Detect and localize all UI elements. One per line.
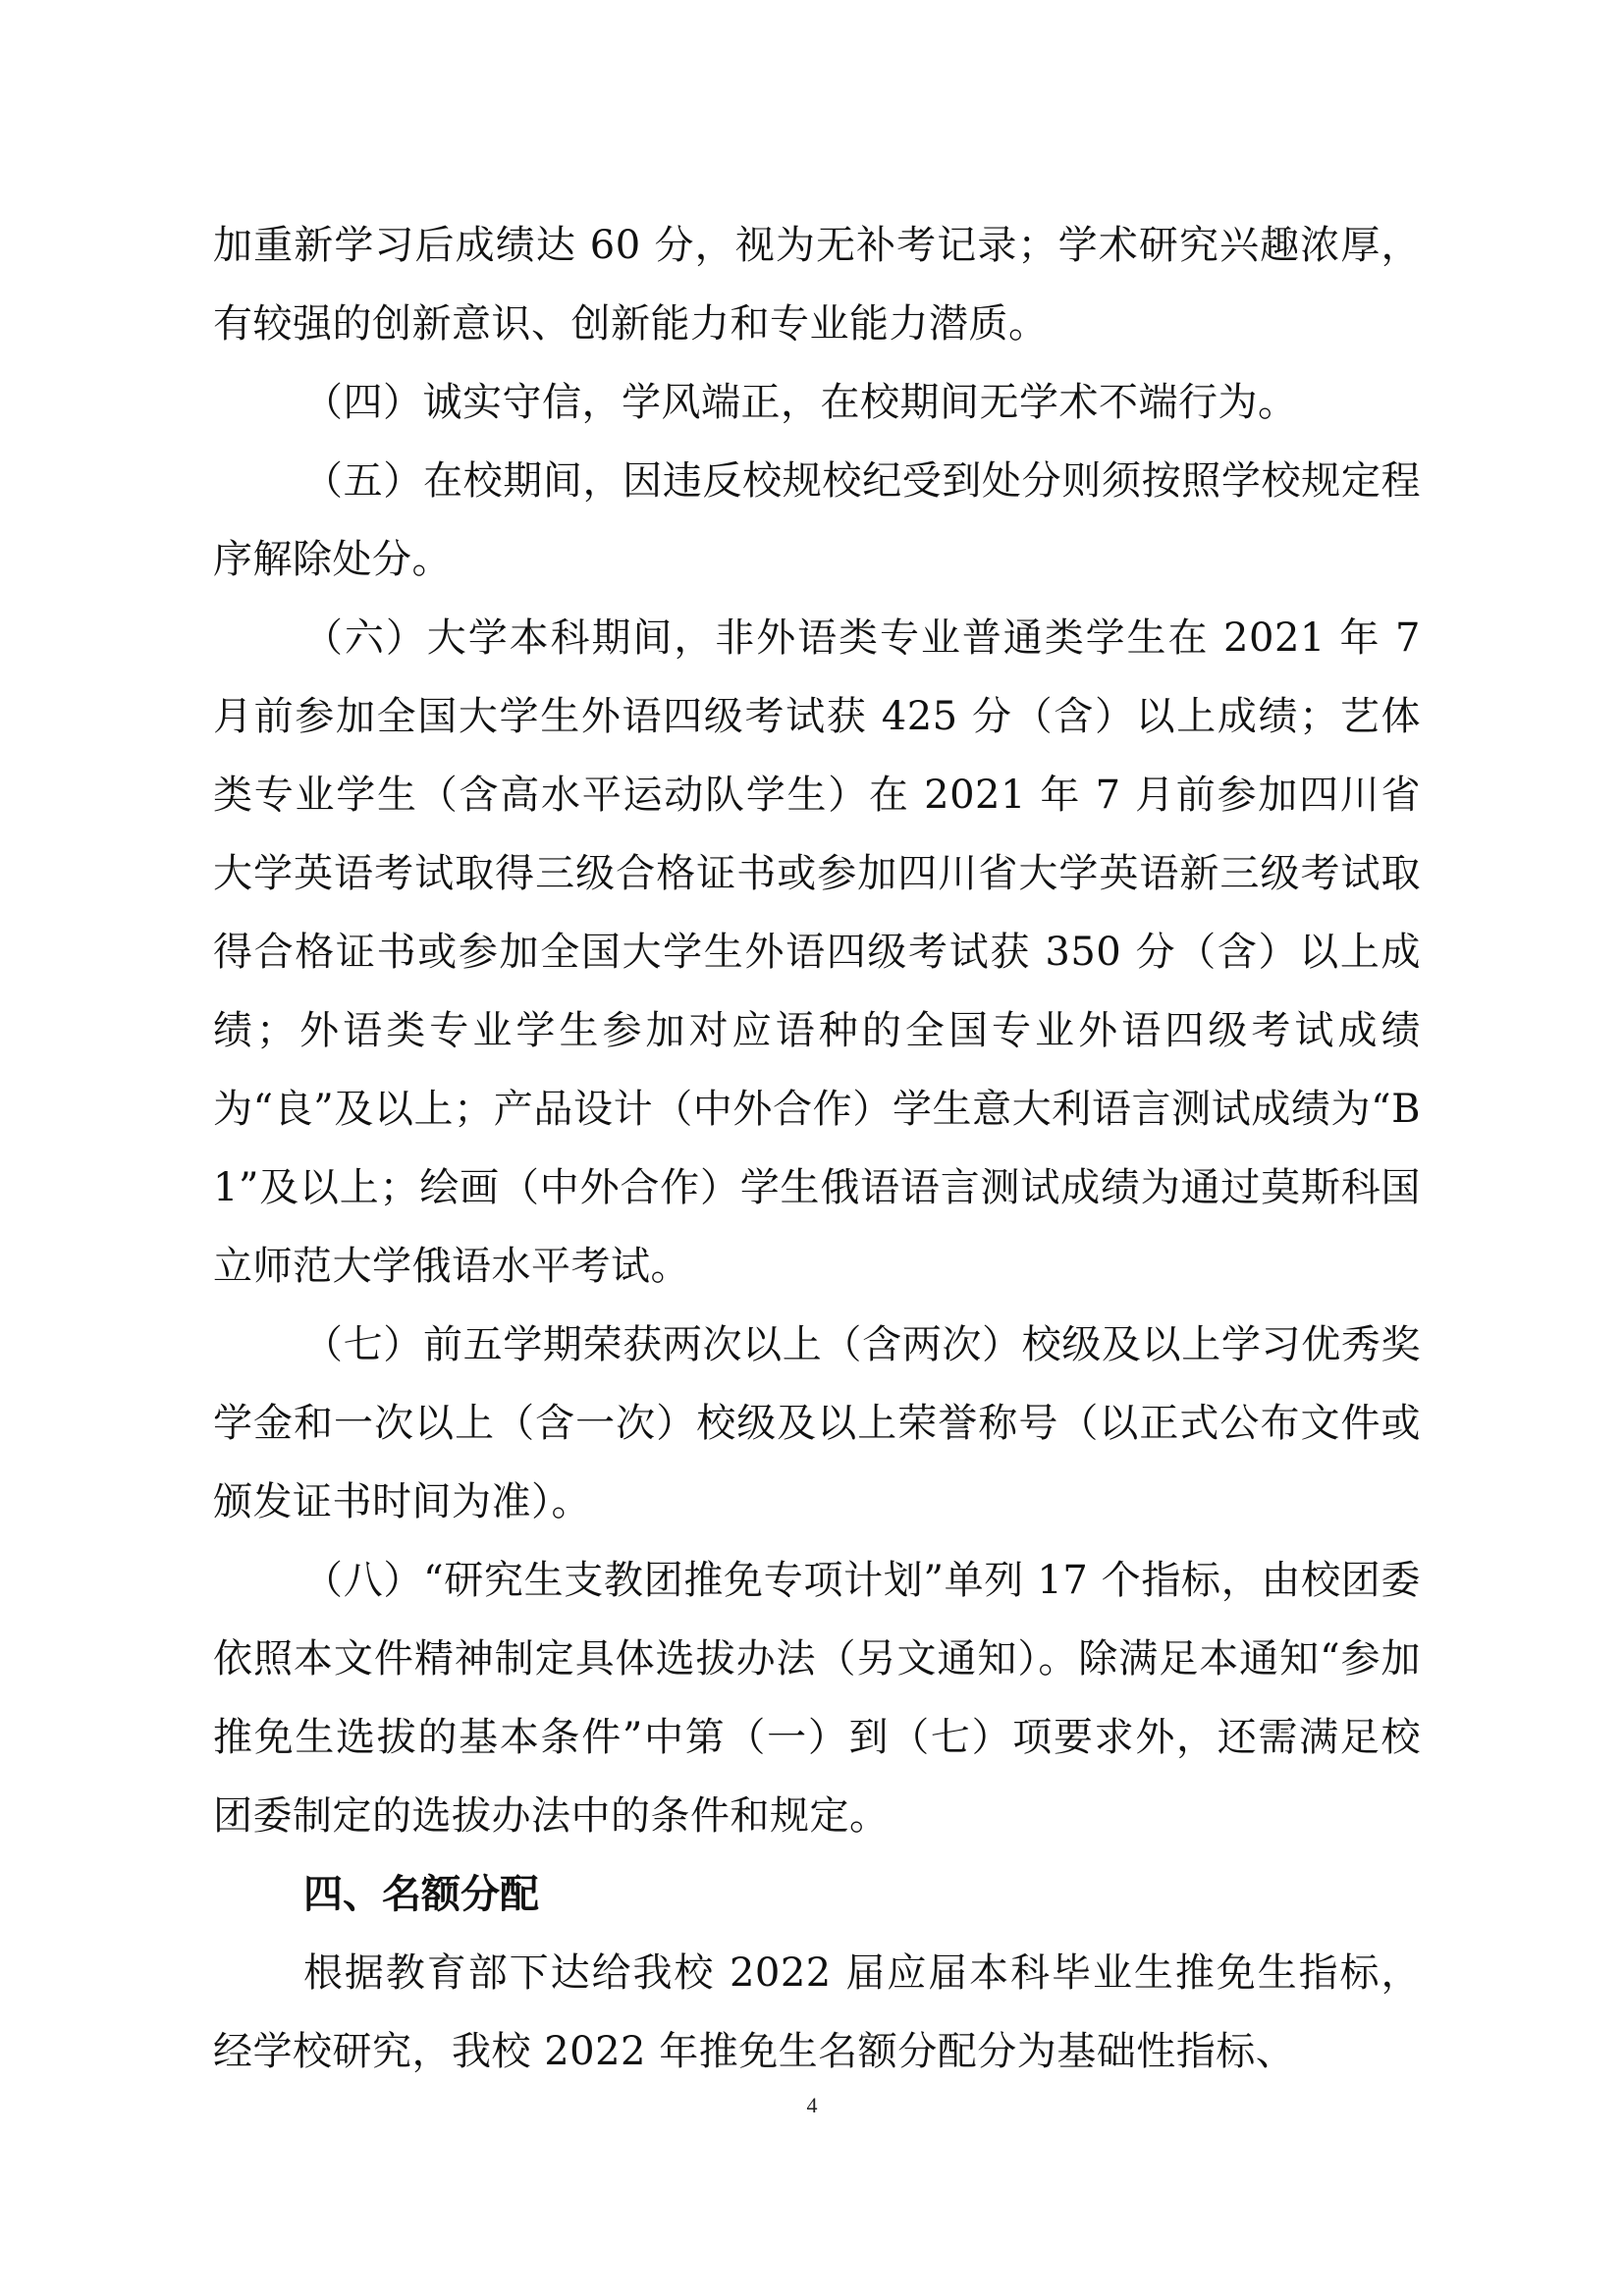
paragraph-item-eight: （八）“研究生支教团推免专项计划”单列 17 个指标，由校团委依照本文件精神制定具体选拔办法（另文通知）。除满足本通知“参加推免生选拔的基本条件”中第（一）到（七）项要求外，还需满足校团委制定的选拔办法中的条件和规定。: [213, 1558, 1421, 1839]
paragraph-item-four: （四）诚实守信，学风端正，在校期间无学术不端行为。: [303, 380, 1298, 425]
document-body: [213, 206, 1421, 2091]
paragraph-item-five: （五）在校期间，因违反校规校纪受到处分则须按照学校规定程序解除处分。: [213, 458, 1421, 582]
paragraph-continued-criteria: 加重新学习后成绩达 60 分，视为无补考记录；学术研究兴趣浓厚，有较强的创新意识、创新能力和专业能力潜质。: [213, 223, 1421, 347]
paragraph-item-seven: （七）前五学期荣获两次以上（含两次）校级及以上学习优秀奖学金和一次以上（含一次）校级及以上荣誉称号（以正式公布文件或颁发证书时间为准）。: [213, 1322, 1421, 1524]
page-number: 4: [806, 2093, 818, 2117]
paragraph-item-six: （六）大学本科期间，非外语类专业普通类学生在 2021 年 7 月前参加全国大学生外语四级考试获 425 分（含）以上成绩；艺体类专业学生（含高水平运动队学生）在 2021 年 7 月前参加四川省大学英语考试取得三级合格证书或参加四川省大学英语新三级考试取得合格证书或参加全国大学生外语四级考试获 350 分（含）以上成绩；外语类专业学生参加对应语种的全国专业外语四级考试成绩为“良”及以上；产品设计（中外合作）学生意大利语言测试成绩为“B1”及以上；绘画（中外合作）学生俄语语言测试成绩为通过莫斯科国立师范大学俄语水平考试。: [213, 615, 1421, 1289]
section-heading-quota-allocation: 四、名额分配: [303, 1872, 539, 1917]
paragraph-quota-allocation: 根据教育部下达给我校 2022 届应届本科毕业生推免生指标，经学校研究，我校 2022 年推免生名额分配分为基础性指标、: [213, 1950, 1421, 2074]
